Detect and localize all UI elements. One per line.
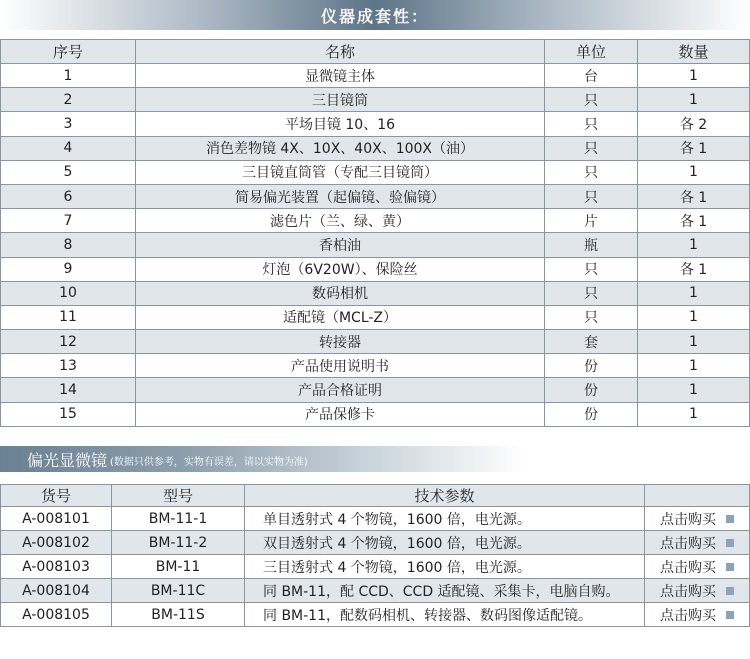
table-row — [1, 112, 750, 136]
table-row — [1, 305, 750, 329]
buy-cell — [645, 555, 750, 579]
cell-spec: 同 BM-11，配 CCD、CCD 适配镜、采集卡，电脑自购。 — [245, 579, 645, 603]
cell-model: BM-11C — [112, 579, 245, 603]
cell-name: 适配镜（MCL-Z） — [136, 305, 545, 329]
cell-index: 6 — [1, 184, 136, 208]
cell-qty: 1 — [638, 305, 750, 329]
section-note: (数据只供参考，实物有误差，请以实物为准) — [110, 457, 308, 468]
buy-link[interactable] — [645, 533, 749, 553]
table-row — [1, 160, 750, 184]
cell-unit: 只 — [545, 88, 638, 112]
cell-item-no: A-008105 — [1, 603, 112, 627]
cell-model: BM-11-1 — [112, 507, 245, 531]
buy-cell — [645, 507, 750, 531]
cell-qty: 各 1 — [638, 209, 750, 233]
cell-spec: 单目透射式 4 个物镜，1600 倍，电光源。 — [245, 507, 645, 531]
cell-unit: 份 — [545, 378, 638, 402]
cell-qty: 各 2 — [638, 112, 750, 136]
cell-item-no: A-008101 — [1, 507, 112, 531]
buy-label: 点击购买 — [660, 511, 716, 528]
cell-name: 简易偏光装置（起偏镜、验偏镜） — [136, 184, 545, 208]
table-row — [1, 555, 750, 579]
header-qty: 数量 — [638, 40, 750, 64]
buy-cell — [645, 603, 750, 627]
cell-qty: 1 — [638, 64, 750, 88]
cell-name: 产品合格证明 — [136, 378, 545, 402]
cell-qty: 各 1 — [638, 184, 750, 208]
table-row — [1, 88, 750, 112]
cell-index: 7 — [1, 209, 136, 233]
cell-name: 三目镜筒 — [136, 88, 545, 112]
buy-link[interactable] — [645, 557, 749, 577]
cell-model: BM-11S — [112, 603, 245, 627]
cell-unit: 份 — [545, 354, 638, 378]
cell-qty: 1 — [638, 378, 750, 402]
cell-unit: 套 — [545, 330, 638, 354]
cell-name: 转接器 — [136, 330, 545, 354]
cell-index: 3 — [1, 112, 136, 136]
table-row — [1, 64, 750, 88]
cell-index: 9 — [1, 257, 136, 281]
buy-link[interactable] — [645, 605, 749, 625]
cell-index: 1 — [1, 64, 136, 88]
cell-name: 平场目镜 10、16 — [136, 112, 545, 136]
section-title-products: 偏光显微镜 — [27, 450, 108, 470]
product-table — [0, 484, 750, 627]
cell-qty: 1 — [638, 160, 750, 184]
cell-qty: 1 — [638, 281, 750, 305]
table-row — [1, 579, 750, 603]
cell-index: 2 — [1, 88, 136, 112]
buy-label: 点击购买 — [660, 535, 716, 552]
cell-index: 14 — [1, 378, 136, 402]
cell-qty: 1 — [638, 88, 750, 112]
cell-index: 8 — [1, 233, 136, 257]
cell-qty: 1 — [638, 233, 750, 257]
table-row — [1, 354, 750, 378]
table-header-row — [1, 40, 750, 64]
table-row — [1, 603, 750, 627]
cell-unit: 份 — [545, 402, 638, 426]
cell-unit: 只 — [545, 112, 638, 136]
table-row — [1, 136, 750, 160]
table-row — [1, 257, 750, 281]
cell-unit: 只 — [545, 160, 638, 184]
cell-spec: 三目透射式 4 个物镜，1600 倍，电光源。 — [245, 555, 645, 579]
table-row — [1, 330, 750, 354]
cell-qty: 各 1 — [638, 257, 750, 281]
buy-label: 点击购买 — [660, 559, 716, 576]
table-row — [1, 184, 750, 208]
cell-unit: 台 — [545, 64, 638, 88]
cell-spec: 同 BM-11，配数码相机、转接器、数码图像适配镜。 — [245, 603, 645, 627]
header-spec: 技术参数 — [245, 485, 645, 507]
table-row — [1, 281, 750, 305]
cell-qty: 1 — [638, 354, 750, 378]
square-bullet-icon — [726, 587, 734, 595]
cell-index: 10 — [1, 281, 136, 305]
cell-index: 11 — [1, 305, 136, 329]
square-bullet-icon — [726, 539, 734, 547]
cell-name: 消色差物镜 4X、10X、40X、100X（油） — [136, 136, 545, 160]
section-title-kit: 仪器成套性： — [320, 6, 429, 26]
table-row — [1, 507, 750, 531]
buy-label: 点击购买 — [660, 583, 716, 600]
cell-unit: 只 — [545, 305, 638, 329]
section-banner-kit — [0, 0, 750, 30]
buy-cell — [645, 579, 750, 603]
buy-label: 点击购买 — [660, 607, 716, 624]
header-model: 型号 — [112, 485, 245, 507]
cell-qty: 各 1 — [638, 136, 750, 160]
cell-name: 产品使用说明书 — [136, 354, 545, 378]
buy-link[interactable] — [645, 581, 749, 601]
cell-index: 5 — [1, 160, 136, 184]
table-row — [1, 209, 750, 233]
cell-item-no: A-008103 — [1, 555, 112, 579]
buy-link[interactable] — [645, 509, 749, 529]
cell-name: 产品保修卡 — [136, 402, 545, 426]
cell-unit: 只 — [545, 257, 638, 281]
cell-unit: 只 — [545, 184, 638, 208]
cell-name: 滤色片（兰、绿、黄） — [136, 209, 545, 233]
cell-unit: 只 — [545, 136, 638, 160]
square-bullet-icon — [726, 515, 734, 523]
table-row — [1, 378, 750, 402]
square-bullet-icon — [726, 611, 734, 619]
kit-list-table — [0, 39, 750, 427]
table-row — [1, 531, 750, 555]
square-bullet-icon — [726, 563, 734, 571]
cell-item-no: A-008102 — [1, 531, 112, 555]
header-index: 序号 — [1, 40, 136, 64]
cell-item-no: A-008104 — [1, 579, 112, 603]
cell-index: 4 — [1, 136, 136, 160]
cell-model: BM-11 — [112, 555, 245, 579]
buy-cell — [645, 531, 750, 555]
cell-name: 显微镜主体 — [136, 64, 545, 88]
cell-index: 13 — [1, 354, 136, 378]
cell-index: 12 — [1, 330, 136, 354]
cell-name: 三目镜直筒管（专配三目镜筒） — [136, 160, 545, 184]
header-item-no: 货号 — [1, 485, 112, 507]
cell-unit: 瓶 — [545, 233, 638, 257]
cell-model: BM-11-2 — [112, 531, 245, 555]
cell-unit: 只 — [545, 281, 638, 305]
table-header-row — [1, 485, 750, 507]
section-banner-products — [0, 446, 750, 472]
cell-unit: 片 — [545, 209, 638, 233]
header-name: 名称 — [136, 40, 545, 64]
cell-name: 灯泡（6V20W）、保险丝 — [136, 257, 545, 281]
table-row — [1, 233, 750, 257]
header-unit: 单位 — [545, 40, 638, 64]
cell-index: 15 — [1, 402, 136, 426]
cell-name: 香柏油 — [136, 233, 545, 257]
cell-qty: 1 — [638, 402, 750, 426]
header-buy — [645, 485, 750, 507]
cell-spec: 双目透射式 4 个物镜，1600 倍，电光源。 — [245, 531, 645, 555]
table-row — [1, 402, 750, 426]
cell-qty: 1 — [638, 330, 750, 354]
cell-name: 数码相机 — [136, 281, 545, 305]
